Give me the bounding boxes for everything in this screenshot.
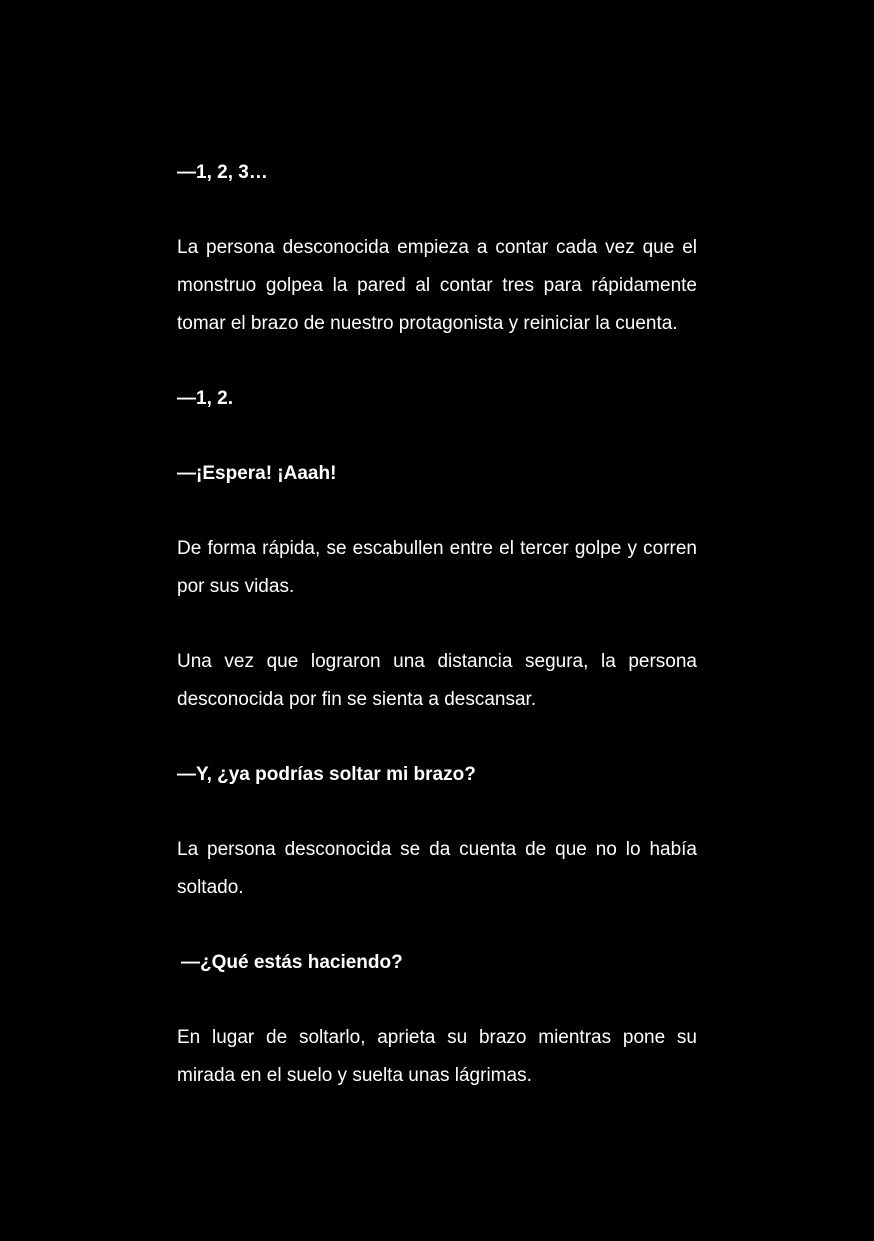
narration-paragraph-1: La persona desconocida empieza a contar cada vez que el monstruo golpea la pared al contar tres para rápidamente tomar el brazo de nuestro protagonista y reiniciar la cuenta. (177, 237, 697, 334)
dialogue-line-2: —1, 2. (177, 388, 233, 409)
narration-paragraph-2: De forma rápida, se escabullen entre el tercer golpe y corren por sus vidas. (177, 538, 697, 597)
text-column (177, 154, 697, 1132)
dialogue-line-5: —¿Qué estás haciendo? (181, 952, 403, 973)
narration-paragraph-4: La persona desconocida se da cuenta de que no lo había soltado. (177, 839, 697, 898)
dialogue-line-1: —1, 2, 3… (177, 162, 268, 183)
narration-paragraph-5: En lugar de soltarlo, aprieta su brazo mientras pone su mirada en el suelo y suelta unas lágrimas. (177, 1027, 697, 1086)
dialogue-line-4: —Y, ¿ya podrías soltar mi brazo? (177, 764, 476, 785)
narration-paragraph-3: Una vez que lograron una distancia segura, la persona desconocida por fin se sienta a descansar. (177, 651, 697, 710)
dialogue-line-3: —¡Espera! ¡Aaah! (177, 463, 337, 484)
